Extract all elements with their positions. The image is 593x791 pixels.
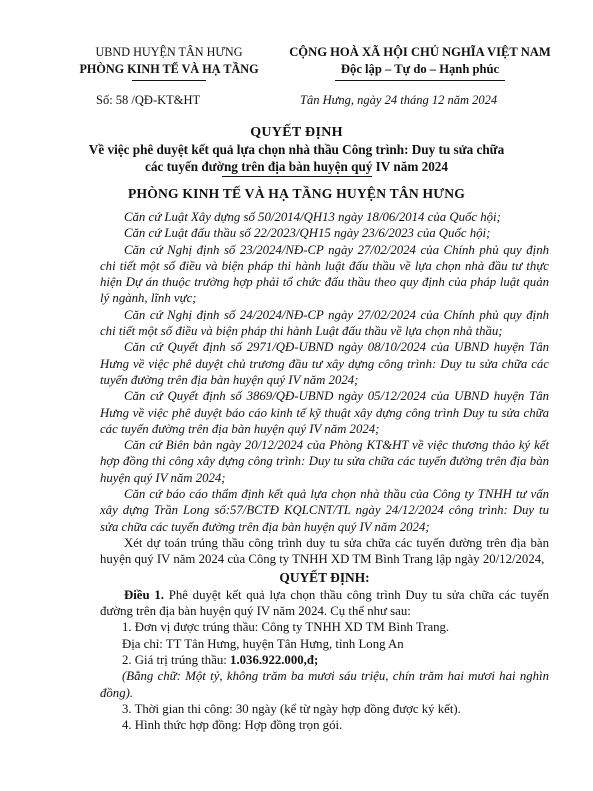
subject-line-1: Về việc phê duyệt kết quả lựa chọn nhà thầu Công trình: Duy tu sửa chữa <box>88 142 505 157</box>
country-name: CỘNG HOÀ XÃ HỘI CHỦ NGHĨA VIỆT NAM <box>289 45 551 59</box>
article-1-label: Điều 1. <box>124 587 164 602</box>
legal-basis-5: Căn cứ Quyết định số 2971/QĐ-UBND ngày 08/10/2024 của UBND huyện Tân Hưng về việc phê duyệt chủ trương đầu tư xây dựng công trình: Duy tu sửa chữa các tuyến đường trên địa bàn huyện quý IV năm 2024; <box>100 340 549 387</box>
legal-basis-8: Căn cứ báo cáo thẩm định kết quả lựa chọn nhà thầu của Công ty TNHH tư vấn xây dựng Trần Long số:57/BCTĐ KQLCNT/TL ngày 24/12/2024 công trình: Duy tu sửa chữa các tuyến đường trên địa bàn huyện quý IV năm 2024; <box>100 487 549 534</box>
document-subject <box>62 141 532 175</box>
motto-underline <box>335 80 505 81</box>
issuing-authority <box>74 44 264 78</box>
title-block <box>0 124 593 203</box>
authority-parent: UBND HUYỆN TÂN HƯNG <box>95 45 243 59</box>
item-contract-form: 4. Hình thức hợp đồng: Hợp đồng trọn gói. <box>122 718 343 733</box>
legal-basis-4: Căn cứ Nghị định số 24/2024/NĐ-CP ngày 27/02/2024 của Chính phủ quy định chi tiết một số điều và biện pháp thi hành Luật đấu thầu về lựa chọn nhà thầu; <box>100 307 549 339</box>
price-value: 1.036.922.000,đ; <box>230 653 319 668</box>
article-1 <box>100 587 549 620</box>
authority-department: PHÒNG KINH TẾ VÀ HẠ TẦNG <box>79 62 259 76</box>
issuing-agency-heading: PHÒNG KINH TẾ VÀ HẠ TẦNG HUYỆN TÂN HƯNG <box>127 186 466 201</box>
item-duration: 3. Thời gian thi công: 30 ngày (kể từ ngày hợp đồng được ký kết). <box>122 701 461 716</box>
legal-basis-3: Căn cứ Nghị định số 23/2024/NĐ-CP ngày 27/02/2024 của Chính phủ quy định chi tiết một số điều và biện pháp thi hành luật đấu thầu về lựa chọn nhà đầu tư thực hiện Dự án thuộc trường hợp phải tổ chức đấu thầu theo quy định của pháp luật quản lý ngành, lĩnh vực; <box>100 242 549 306</box>
document-number: Số: 58 /QĐ-KT&HT <box>96 93 201 107</box>
national-motto <box>270 44 570 78</box>
item-contractor: 1. Đơn vị được trúng thầu: Công ty TNHH XD TM Bình Trang. <box>122 620 450 635</box>
motto: Độc lập – Tự do – Hạnh phúc <box>340 62 500 76</box>
item-address: Địa chỉ: TT Tân Hưng, huyện Tân Hưng, tỉnh Long An <box>122 636 404 651</box>
legal-basis-2: Căn cứ Luật đấu thầu số 22/2023/QH15 ngày 23/6/2023 của Quốc hội; <box>124 226 491 241</box>
item-price-words: (Bằng chữ: Một tỷ, không trăm ba mươi sáu triệu, chín trăm hai mươi hai nghìn đồng). <box>100 669 549 700</box>
consideration-paragraph: Xét dự toán trúng thầu công trình duy tu sửa chữa các tuyến đường trên địa bàn huyện quý IV năm 2024 của Công ty TNHH XD TM Bình Trang lập ngày 20/12/2024, <box>100 535 549 567</box>
decision-heading: QUYẾT ĐỊNH: <box>279 569 370 585</box>
document-body <box>100 209 549 734</box>
item-price <box>100 652 549 668</box>
document-type-heading: QUYẾT ĐỊNH <box>250 125 343 140</box>
legal-basis-7: Căn cứ Biên bản ngày 20/12/2024 của Phòng KT&HT về việc thương thảo ký kết hợp đồng thi công xây dựng công trình: Duy tu sửa chữa các tuyến đường trên địa bàn huyện quý IV năm 2024; <box>100 438 549 485</box>
legal-basis-6: Căn cứ Quyết định số 3869/QĐ-UBND ngày 05/12/2024 của UBND huyện Tân Hưng về việc phê duyệt báo cáo kinh tế kỹ thuật xây dựng công trình Duy tu sửa chữa các tuyến đường trên địa bàn huyện quý IV năm 2024; <box>100 389 549 436</box>
legal-basis-1: Căn cứ Luật Xây dựng số 50/2014/QH13 ngày 18/06/2014 của Quốc hội; <box>124 210 501 224</box>
article-1-text: Phê duyệt kết quả lựa chọn thầu công trình Duy tu sửa chữa các tuyến đường trên địa bàn huyện quý IV năm 2024. Cụ thể như sau: <box>100 587 549 619</box>
subject-underline <box>222 176 372 177</box>
price-label: 2. Giá trị trúng thầu: <box>122 653 231 668</box>
subject-line-2: các tuyến đường trên địa bàn huyện quý IV năm 2024 <box>145 159 448 174</box>
document-date: Tân Hưng, ngày 24 tháng 12 năm 2024 <box>300 93 498 107</box>
authority-underline <box>132 80 206 81</box>
